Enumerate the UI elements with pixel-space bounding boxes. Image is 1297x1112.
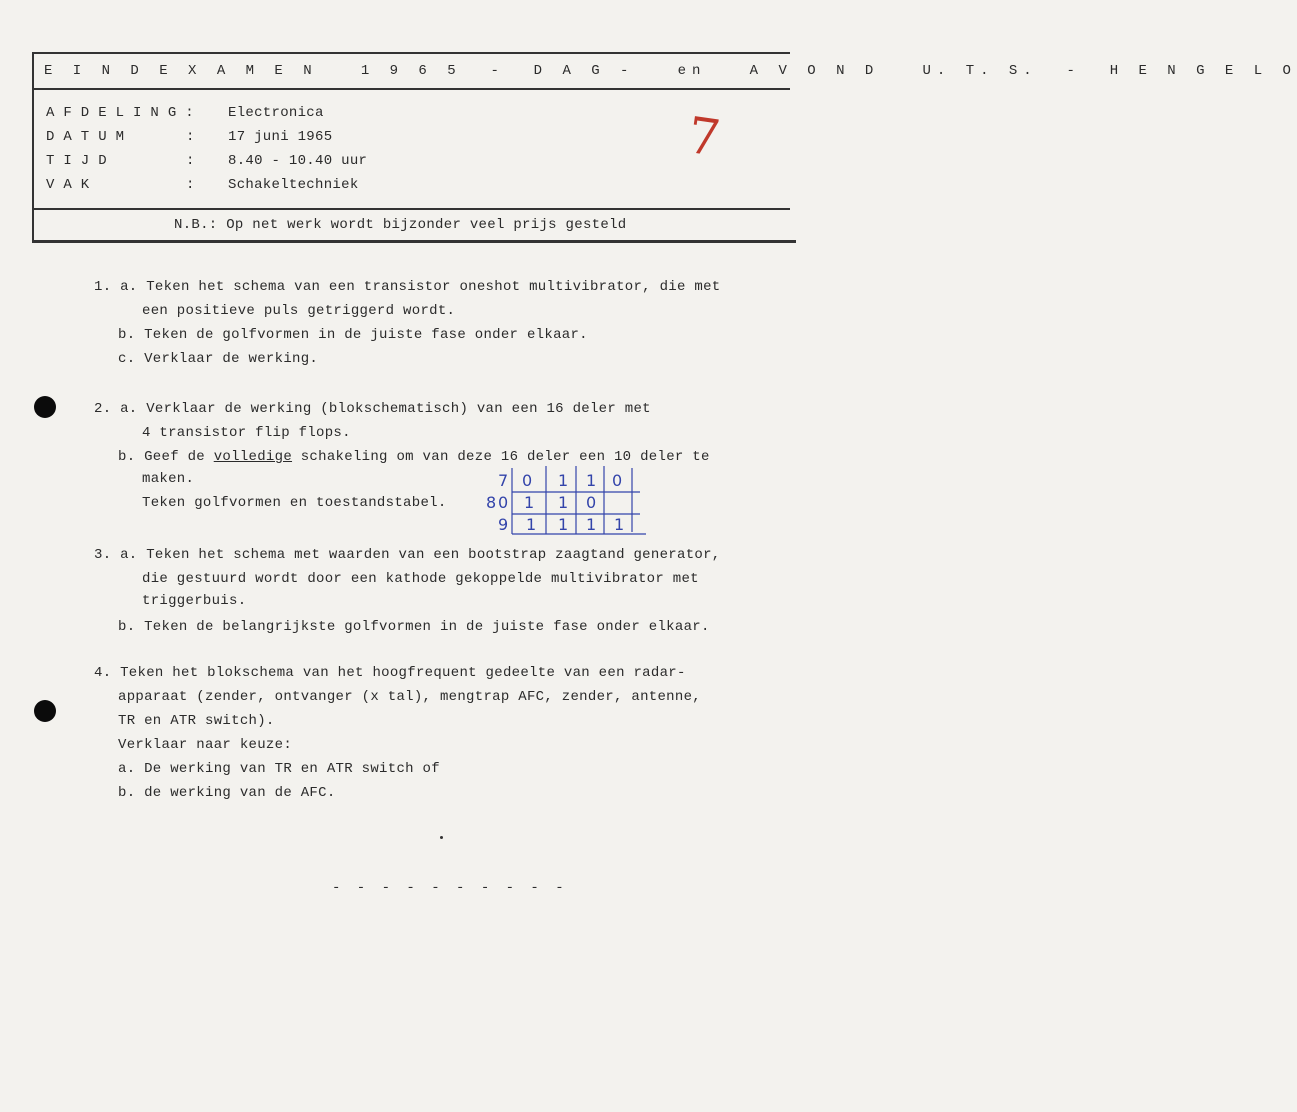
table-cell: 1	[586, 515, 597, 534]
q3-a-line3: triggerbuis.	[142, 593, 247, 609]
header-bottom-line	[32, 240, 796, 243]
q4-line6: b. de werking van de AFC.	[118, 785, 336, 801]
field-sep-datum: :	[186, 129, 195, 145]
ink-speck	[440, 836, 443, 839]
q4-line2: apparaat (zender, ontvanger (x tal), mengtrap AFC, zender, antenne,	[118, 689, 701, 705]
table-row-label-9: 9	[498, 515, 509, 534]
table-cell: 1	[558, 471, 569, 490]
q2-b-line2: maken.	[142, 471, 195, 487]
q4-line4: Verklaar naar keuze:	[118, 737, 293, 753]
table-row-label-7: 7	[498, 471, 509, 490]
punch-hole-bottom	[34, 700, 56, 722]
q4-line5: a. De werking van TR en ATR switch of	[118, 761, 440, 777]
exam-title: E I N D E X A M E N 1 9 6 5 - D A G - en A V O N D U. T. S. - H E N G E L O	[44, 63, 1297, 79]
table-cell: 1	[558, 515, 569, 534]
header-note: N.B.: Op net werk wordt bijzonder veel prijs gesteld	[174, 217, 627, 233]
field-label-vak: V A K	[46, 177, 90, 193]
field-value-afdeling: Electronica	[228, 105, 324, 121]
q1-b: b. Teken de golfvormen in de juiste fase onder elkaar.	[118, 327, 588, 343]
handwritten-grade: 7	[684, 106, 724, 168]
field-label-afdeling: A F D E L I N G :	[46, 105, 194, 121]
table-cell: 0	[522, 471, 533, 490]
table-cell: 1	[526, 515, 537, 534]
header-divider-1	[32, 88, 790, 90]
field-sep-tijd: :	[186, 153, 195, 169]
q2-b-line1: b. Geef de volledige schakeling om van deze 16 deler een 10 deler te	[118, 449, 710, 465]
q3-a-line2: die gestuurd wordt door een kathode gekoppelde multivibrator met	[142, 571, 699, 587]
handwritten-state-table	[476, 464, 656, 538]
table-cell: 0	[586, 493, 597, 512]
table-cell: 1	[524, 493, 535, 512]
field-value-vak: Schakeltechniek	[228, 177, 359, 193]
header-divider-2	[32, 208, 790, 210]
q1-c: c. Verklaar de werking.	[118, 351, 319, 367]
q3-b: b. Teken de belangrijkste golfvormen in de juiste fase onder elkaar.	[118, 619, 710, 635]
q4-line1: 4. Teken het blokschema van het hoogfrequent gedeelte van een radar-	[94, 665, 686, 681]
q3-a-line1: 3. a. Teken het schema met waarden van een bootstrap zaagtand generator,	[94, 547, 721, 563]
table-cell: 1	[614, 515, 625, 534]
q4-line3: TR en ATR switch).	[118, 713, 275, 729]
q1-a-line1: 1. a. Teken het schema van een transistor oneshot multivibrator, die met	[94, 279, 721, 295]
q2-a-line1: 2. a. Verklaar de werking (blokschematisch) van een 16 deler met	[94, 401, 651, 417]
table-row-label-8: 8	[486, 493, 497, 512]
punch-hole-top	[34, 396, 56, 418]
table-cell: 1	[558, 493, 569, 512]
q1-a-line2: een positieve puls getriggerd wordt.	[142, 303, 456, 319]
field-sep-vak: :	[186, 177, 195, 193]
footer-dashes: - - - - - - - - - -	[332, 880, 568, 896]
field-label-datum: D A T U M	[46, 129, 125, 145]
q2-b-line3: Teken golfvormen en toestandstabel.	[142, 495, 447, 511]
table-cell: 0	[612, 471, 623, 490]
field-value-datum: 17 juni 1965	[228, 129, 333, 145]
q2-a-line2: 4 transistor flip flops.	[142, 425, 351, 441]
field-value-tijd: 8.40 - 10.40 uur	[228, 153, 368, 169]
table-cell: 0	[498, 493, 509, 512]
header-box	[32, 52, 790, 242]
table-cell: 1	[586, 471, 597, 490]
q2-underlined-word: volledige	[213, 449, 293, 465]
field-label-tijd: T I J D	[46, 153, 107, 169]
